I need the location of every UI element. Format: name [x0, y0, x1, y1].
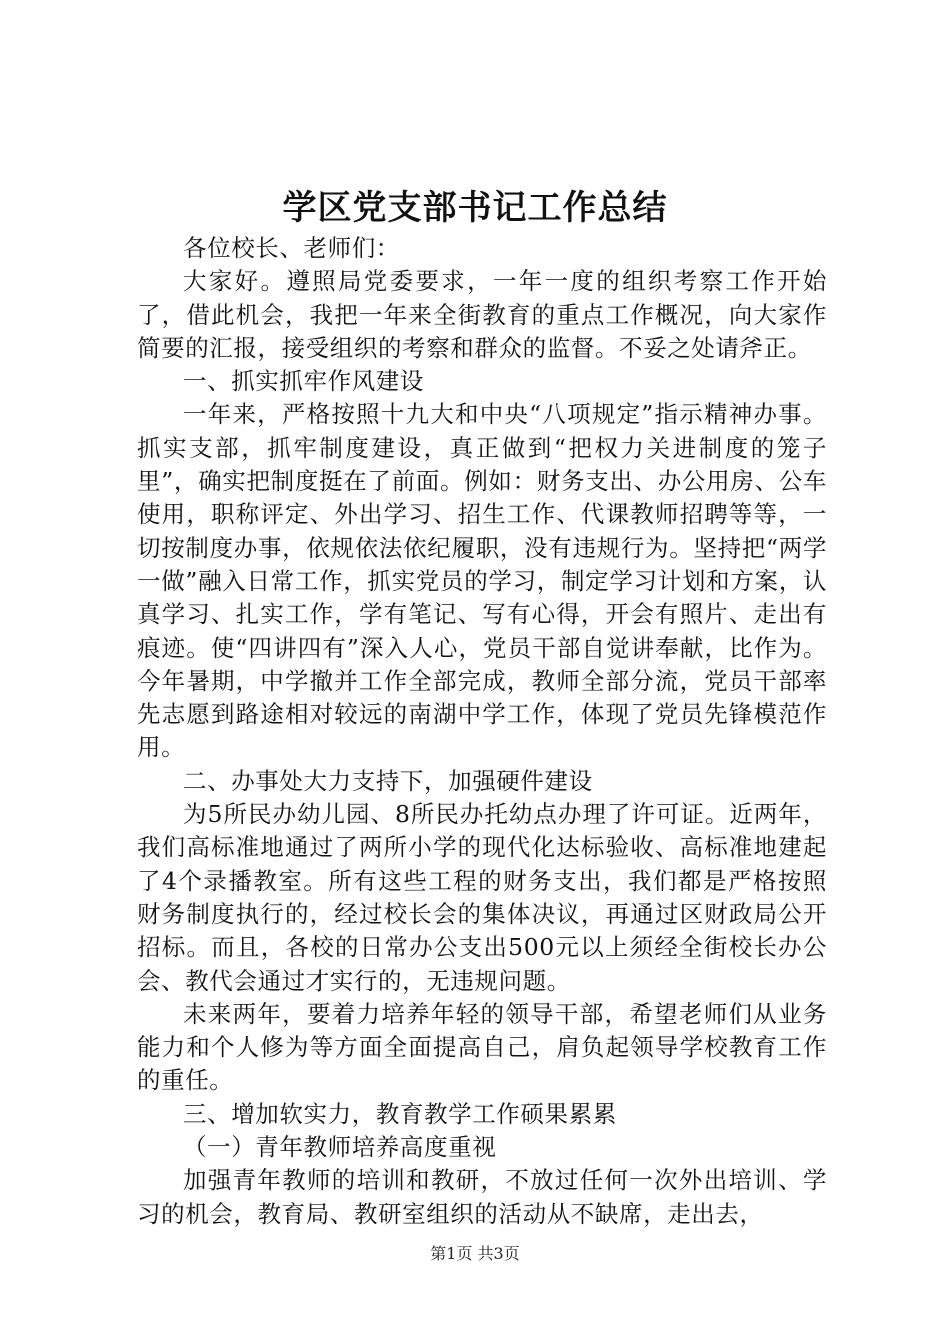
paragraph-hardware: 为5所民办幼儿园、8所民办托幼点办理了许可证。近两年，我们高标准地通过了两所小学的现代化达标验收、高标准地建起了4个录播教室。所有这些工程的财务支出，我们都是严格按照财务制度执行的，经过校长会的集体决议，再通过区财政局公开招标。而且，各校的日常办公支出500元以上须经全街校长办公会、教代会通过才实行的，无违规问题。 — [137, 800, 827, 995]
greeting: 各位校长、老师们： — [183, 234, 400, 262]
page-number: 第1页 共3页 — [430, 1244, 520, 1263]
document-title: 学区党支部书记工作总结 — [282, 188, 668, 228]
paragraph-future: 未来两年，要着力培养年轻的领导干部，希望老师们从业务能力和个人修为等方面全面提高自己，肩负起领导学校教育工作的重任。 — [137, 999, 827, 1095]
section-heading-3: 三、增加软实力，教育教学工作硕果累累 — [183, 1099, 617, 1128]
paragraph-young-teachers: 加强青年教师的培训和教研，不放过任何一次外出培训、学习的机会，教育局、教研室组织的活动从不缺席，走出去， — [137, 1166, 827, 1228]
paragraph-intro: 大家好。遵照局党委要求，一年一度的组织考察工作开始了，借此机会，我把一年来全街教育的重点工作概况，向大家作简要的汇报，接受组织的考察和群众的监督。不妥之处请斧正。 — [137, 267, 827, 362]
subsection-heading-1: （一）青年教师培养高度重视 — [183, 1133, 497, 1162]
section-heading-2: 二、办事处大力支持下，加强硬件建设 — [183, 766, 593, 795]
paragraph-style-building: 一年来，严格按照十九大和中央“八项规定”指示精神办事。抓实支部，抓牢制度建设，真正做到“把权力关进制度的笼子里”，确实把制度挺在了前面。例如：财务支出、办公用房、公车使用，职称评定、外出学习、招生工作、代课教师招聘等等，一切按制度办事，依规依法依纪履职，没有违规行为。坚持把“两学一做”融入日常工作，抓实党员的学习，制定学习计划和方案，认真学习、扎实工作，学有笔记、写有心得，开会有照片、走出有痕迹。使“四讲四有”深入人心，党员干部自觉讲奉献，比作为。今年暑期，中学撤并工作全部完成，教师全部分流，党员干部率先志愿到路途相对较远的南湖中学工作，体现了党员先锋模范作用。 — [137, 400, 827, 762]
document-body — [137, 232, 827, 1231]
section-heading-1: 一、抓实抓牢作风建设 — [183, 367, 424, 396]
